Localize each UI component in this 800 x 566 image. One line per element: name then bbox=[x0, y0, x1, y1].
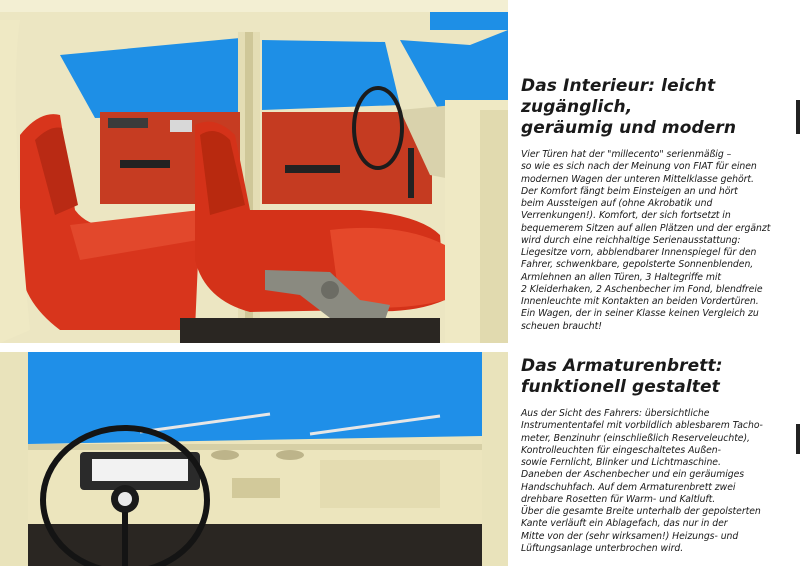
interior-body-line: Fahrer, schwenkbare, gepolsterte Sonnenblenden, bbox=[521, 259, 754, 271]
dashboard-body-line: sowie Fernlicht, Blinker und Lichtmaschine. bbox=[521, 457, 721, 468]
interior-photo-illustration bbox=[0, 0, 508, 343]
dashboard-body-text bbox=[521, 408, 789, 555]
interior-body-line: modernen Wagen der unteren Mittelklasse gehört. bbox=[521, 173, 754, 185]
dashboard-body-line: Mitte von der (sehr wirksamen!) Heizungs- und bbox=[521, 530, 739, 542]
interior-headline-line: Das Interieur: leicht bbox=[521, 76, 716, 96]
interior-body-text bbox=[521, 149, 789, 333]
dashboard-body-line: Handschuhfach. Auf dem Armaturenbrett zwei bbox=[521, 481, 736, 493]
interior-body-line: so wie es sich nach der Meinung von FIAT für einen bbox=[521, 161, 757, 173]
interior-body-line: Liegesitze vorn, abblendbarer Innenspiegel für den bbox=[521, 247, 757, 258]
interior-section bbox=[521, 76, 789, 333]
dashboard-headline-line: funktionell gestaltet bbox=[521, 377, 720, 397]
dashboard-body-line: Über die gesamte Breite unterhalb der gepolsterten bbox=[521, 506, 761, 517]
dashboard-body-line: Daneben der Aschenbecher und ein geräumiges bbox=[521, 469, 745, 481]
dashboard-body-line: Kante verläuft ein Ablagefach, das nur in der bbox=[521, 518, 728, 530]
dashboard-photo bbox=[0, 352, 508, 566]
dashboard-body-line: Instrumententafel mit vorbildlich ablesbarem Tacho- bbox=[521, 420, 763, 432]
dashboard-body-line: Aus der Sicht des Fahrers: übersichtliche bbox=[521, 408, 710, 419]
interior-body-line: Armlehnen an allen Türen, 3 Haltegriffe mit bbox=[521, 271, 722, 283]
interior-body-line: Ein Wagen, der in seiner Klasse keinen Vergleich zu bbox=[521, 308, 759, 320]
dashboard-body-line: drehbare Rosetten für Warm- und Kaltluft. bbox=[521, 493, 716, 505]
interior-photo bbox=[0, 0, 508, 343]
dashboard-photo-illustration bbox=[0, 352, 508, 566]
interior-body-line: Der Komfort fängt beim Einsteigen an und hört bbox=[521, 185, 738, 197]
edge-mark bbox=[796, 100, 800, 134]
dashboard-headline bbox=[521, 356, 789, 398]
interior-body-line: beim Aussteigen auf (ohne Akrobatik und bbox=[521, 198, 713, 209]
dashboard-section bbox=[521, 356, 789, 555]
interior-body-line: Vier Türen hat der "millecento" serienmäßig – bbox=[521, 149, 732, 160]
edge-mark bbox=[796, 424, 800, 454]
interior-headline bbox=[521, 76, 789, 139]
interior-body-line: wird durch eine reichhaltige Serienausstattung: bbox=[521, 234, 741, 246]
dashboard-body-line: Kontrolleuchten für eingeschaltetes Außen- bbox=[521, 444, 721, 456]
interior-body-line: scheuen braucht! bbox=[521, 320, 602, 332]
interior-body-line: Innenleuchte mit Kontakten an beiden Vordertüren. bbox=[521, 296, 759, 307]
interior-body-line: 2 Kleiderhaken, 2 Aschenbecher im Fond, blendfreie bbox=[521, 283, 763, 295]
interior-body-line: Verrenkungen!). Komfort, der sich fortsetzt in bbox=[521, 210, 731, 222]
interior-headline-line: geräumig und modern bbox=[521, 118, 737, 138]
dashboard-body-line: Lüftungsanlage unterbrochen wird. bbox=[521, 542, 684, 554]
dashboard-headline-line: Das Armaturenbrett: bbox=[521, 356, 723, 376]
interior-body-line: bequemerem Sitzen auf allen Plätzen und der ergänzt bbox=[521, 222, 771, 234]
dashboard-body-line: meter, Benzinuhr (einschließlich Reserveleuchte), bbox=[521, 432, 750, 444]
interior-headline-line: zugänglich, bbox=[521, 97, 633, 117]
